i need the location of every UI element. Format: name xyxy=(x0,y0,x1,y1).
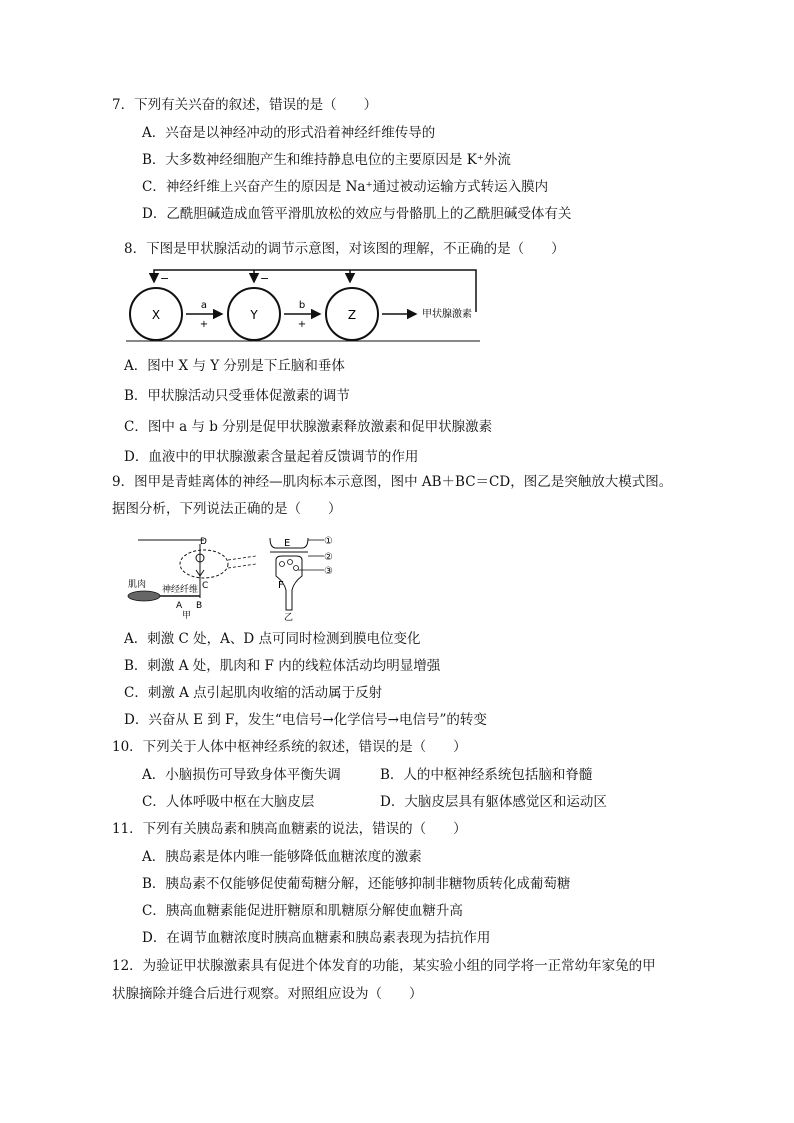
q11-option-c: C．胰高血糖素能促进肝糖原和肌糖原分解使血糖升高 xyxy=(142,903,463,919)
node-y-label: Y xyxy=(250,308,258,322)
label-3: ③ xyxy=(324,566,333,577)
q7-stem: 7．下列有关兴奋的叙述，错误的是（ ） xyxy=(112,97,378,113)
q9-option-b: B．刺激 A 处，肌肉和 F 内的线粒体活动均明显增强 xyxy=(124,658,441,674)
label-fiber: 神经纤维 xyxy=(162,585,199,595)
q11-stem: 11．下列有关胰岛素和胰高血糖素的说法，错误的（ ） xyxy=(112,821,467,837)
q11-option-b: B．胰岛素不仅能够促使葡萄糖分解，还能够抑制非糖物质转化成葡萄糖 xyxy=(142,876,571,892)
feedback-sign-y: − xyxy=(260,272,270,285)
q12-stem-line2: 状腺摘除并缝合后进行观察。对照组应设为（ ） xyxy=(112,986,423,1002)
nerve-muscle-diagram xyxy=(126,530,346,622)
arrow-a-label: a xyxy=(200,300,208,311)
arrow-b-label: b xyxy=(298,300,306,311)
label-e: E xyxy=(284,538,291,549)
q10-stem: 10．下列关于人体中枢神经系统的叙述，错误的是（ ） xyxy=(112,739,467,755)
q8-option-a: A．图中 X 与 Y 分别是下丘脑和垂体 xyxy=(124,358,345,374)
q8-option-b: B．甲状腺活动只受垂体促激素的调节 xyxy=(124,388,350,404)
q10-option-a: A．小脑损伤可导致身体平衡失调 xyxy=(142,767,341,783)
q9-option-a: A．刺激 C 处，A、D 点可同时检测到膜电位变化 xyxy=(124,631,421,647)
q10-option-b: B．人的中枢神经系统包括脑和脊髓 xyxy=(380,767,593,783)
label-c: C xyxy=(202,581,209,591)
label-yi: 乙 xyxy=(284,613,294,622)
label-2: ② xyxy=(324,552,333,563)
label-jia: 甲 xyxy=(182,611,192,621)
q12-stem-line1: 12．为验证甲状腺激素具有促进个体发育的功能，某实验小组的同学将一正常幼年家兔的甲 xyxy=(112,958,656,974)
q9-stem-line1: 9．图甲是青蛙离体的神经—肌肉标本示意图，图中 AB＋BC＝CD，图乙是突触放大模式图。 xyxy=(112,474,673,490)
arrow-a-sign: + xyxy=(199,319,209,330)
arrow-b-sign: + xyxy=(297,319,307,330)
q10-option-d: D．大脑皮层具有躯体感觉区和运动区 xyxy=(380,794,607,810)
q7-option-b: B．大多数神经细胞产生和维持静息电位的主要原因是 K⁺外流 xyxy=(142,152,511,168)
label-a: A xyxy=(176,601,183,611)
label-b: B xyxy=(196,601,203,611)
q8-option-d: D．血液中的甲状腺激素含量起着反馈调节的作用 xyxy=(124,449,419,465)
output-label: 甲状腺激素 xyxy=(422,309,472,320)
feedback-sign-x: − xyxy=(160,272,170,285)
q11-option-d: D．在调节血糖浓度时胰高血糖素和胰岛素表现为拮抗作用 xyxy=(142,930,491,946)
q10-option-c: C．人体呼吸中枢在大脑皮层 xyxy=(142,794,315,810)
label-1: ① xyxy=(324,536,333,547)
label-muscle: 肌肉 xyxy=(128,580,147,590)
q7-option-d: D．乙酰胆碱造成血管平滑肌放松的效应与骨骼肌上的乙酰胆碱受体有关 xyxy=(142,206,572,222)
q7-option-c: C．神经纤维上兴奋产生的原因是 Na⁺通过被动运输方式转运入膜内 xyxy=(142,179,549,195)
thyroid-regulation-diagram xyxy=(126,264,482,344)
q11-option-a: A．胰岛素是体内唯一能够降低血糖浓度的激素 xyxy=(142,849,422,865)
label-d: D xyxy=(200,537,207,547)
q7-option-a: A．兴奋是以神经冲动的形式沿着神经纤维传导的 xyxy=(142,125,436,141)
q8-stem: 8．下图是甲状腺活动的调节示意图，对该图的理解，不正确的是（ ） xyxy=(124,241,565,257)
q9-stem-line2: 据图分析，下列说法正确的是（ ） xyxy=(112,501,342,517)
q9-option-c: C．刺激 A 点引起肌肉收缩的活动属于反射 xyxy=(124,685,383,701)
muscle-shape xyxy=(128,591,160,601)
q8-option-c: C．图中 a 与 b 分别是促甲状腺激素释放激素和促甲状腺激素 xyxy=(124,419,493,435)
label-f: F xyxy=(278,580,284,591)
node-z-label: Z xyxy=(347,308,357,322)
node-x-label: X xyxy=(151,308,161,322)
q9-option-d: D．兴奋从 E 到 F，发生“电信号→化学信号→电信号”的转变 xyxy=(124,712,487,728)
